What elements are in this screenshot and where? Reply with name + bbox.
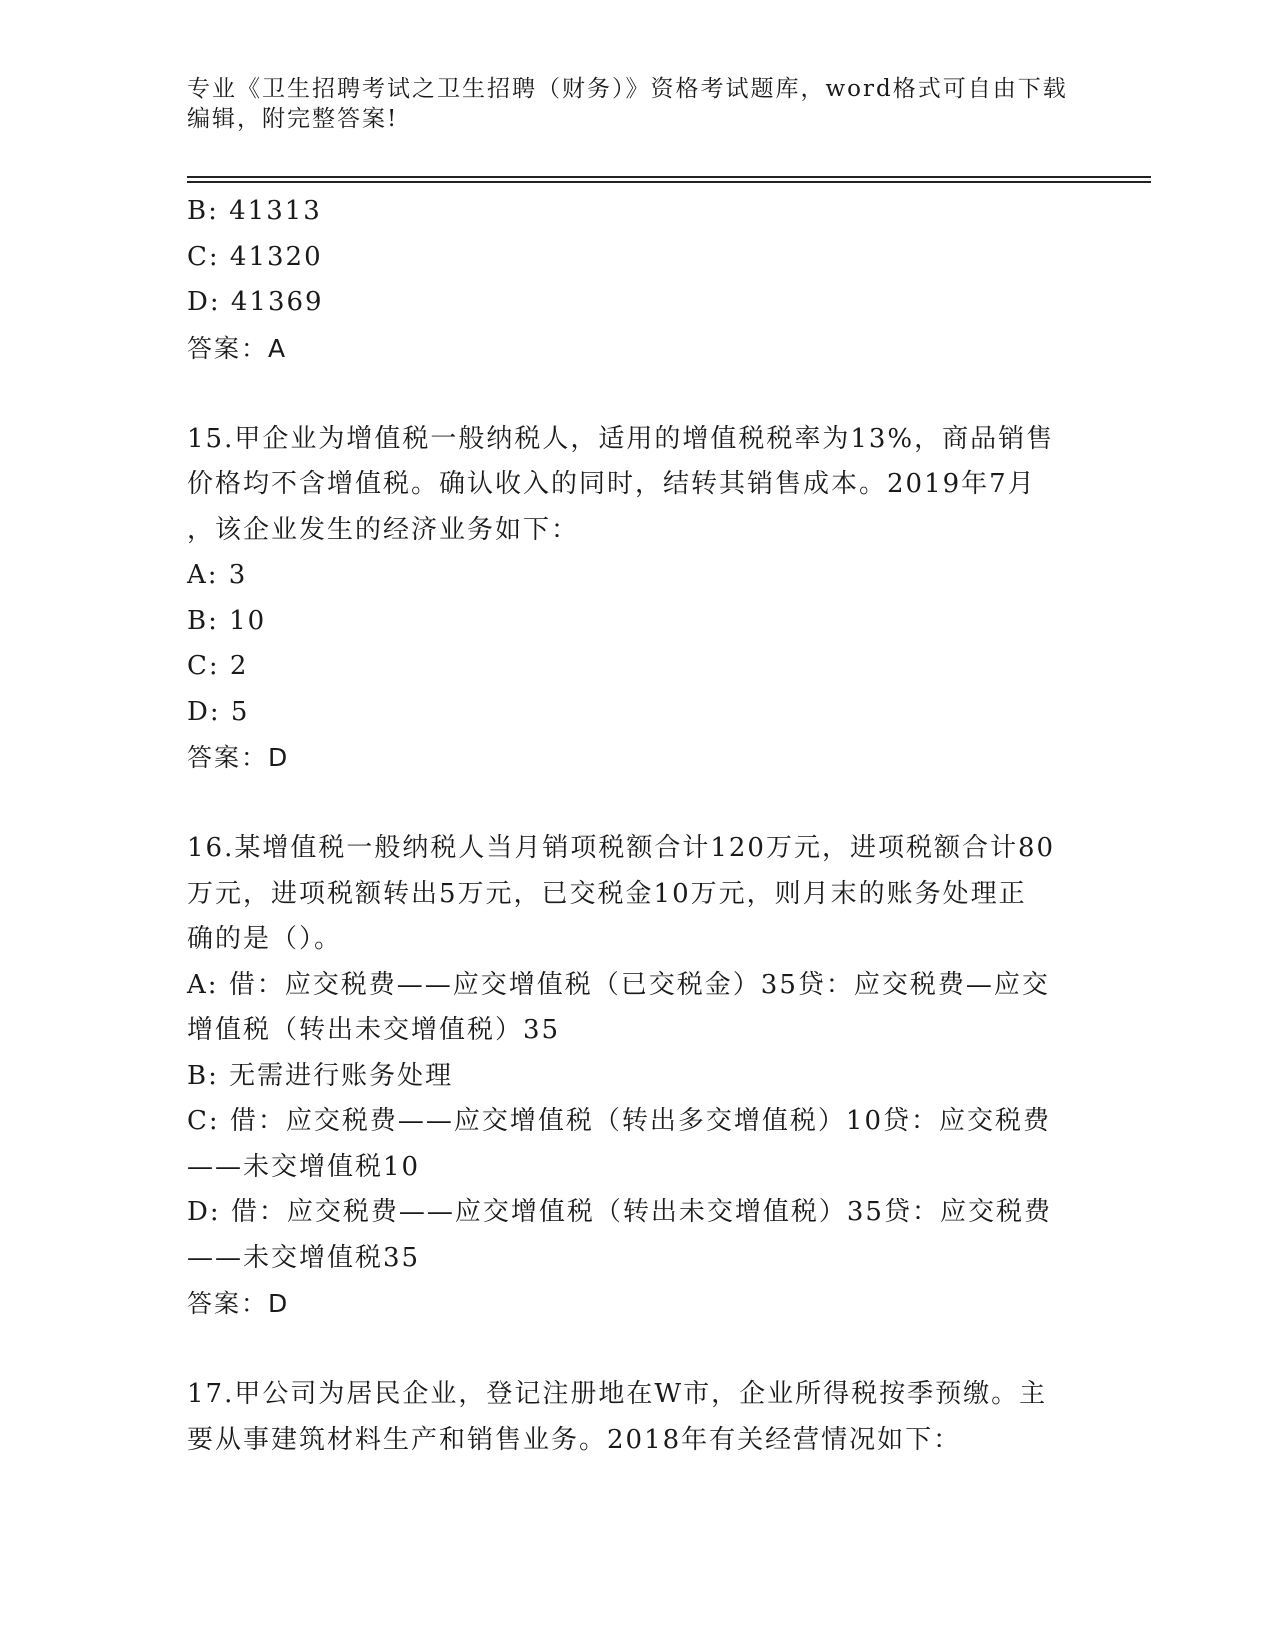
document-header: [187, 74, 1087, 134]
question-text-line: 要从事建筑材料生产和销售业务。2018年有关经营情况如下：: [187, 1424, 962, 1455]
question-16: [187, 826, 1087, 1327]
answer-line: 答案：A: [187, 333, 288, 363]
question-text-line: 16.某增值税一般纳税人当月销项税额合计120万元，进项税额合计80: [187, 833, 1056, 863]
option-b: B: 10: [187, 605, 267, 636]
answer-line: 答案：D: [187, 1289, 290, 1318]
option-b: B: 无需进行账务处理: [187, 1060, 454, 1091]
option-d-continued: ——未交增值税35: [187, 1242, 421, 1273]
spacer: [187, 781, 1087, 827]
question-text-line: 17.甲公司为居民企业，登记注册地在W市，企业所得税按季预缴。主: [187, 1379, 1048, 1409]
question-text-line: 万元，进项税额转出5万元，已交税金10万元，则月末的账务处理正: [187, 878, 1027, 909]
option-d: D: 5: [187, 696, 250, 727]
question-text-line: 确的是（）。: [187, 924, 343, 954]
question-text-line: ，该企业发生的经济业务如下：: [187, 514, 580, 545]
option-a-continued: 增值税（转出未交增值税）35: [187, 1015, 561, 1045]
option-c: C: 2: [187, 651, 249, 681]
option-a: A: 3: [187, 560, 248, 590]
spacer: [187, 371, 1087, 417]
header-line-1: 专业《卫生招聘考试之卫生招聘（财务）》资格考试题库，word格式可自由下载: [187, 76, 1068, 102]
question-text-line: 价格均不含增值税。确认收入的同时，结转其销售成本。2019年7月: [187, 469, 1036, 499]
option-c: C: 41320: [187, 241, 323, 272]
option-d: D: 41369: [187, 287, 324, 317]
question-17: [187, 1372, 1087, 1463]
option-a: A: 借：应交税费——应交增值税（已交税金）35贷：应交税费—应交: [187, 969, 1050, 1000]
question-text-line: 15.甲企业为增值税一般纳税人，适用的增值税税率为13%，商品销售: [187, 423, 1055, 454]
option-c: C: 借：应交税费——应交增值税（转出多交增值税）10贷：应交税费: [187, 1106, 1052, 1136]
header-rule-bottom: [187, 181, 1151, 183]
question-content: [187, 189, 1087, 1463]
header-rule-top: [187, 176, 1151, 178]
previous-question-tail: [187, 189, 1087, 371]
option-d: D: 借：应交税费——应交增值税（转出未交增值税）35贷：应交税费: [187, 1197, 1052, 1227]
header-line-2: 编辑，附完整答案!: [187, 106, 399, 132]
question-15: [187, 417, 1087, 781]
option-b: B: 41313: [187, 196, 322, 226]
option-c-continued: ——未交增值税10: [187, 1151, 421, 1182]
answer-line: 答案：D: [187, 743, 290, 772]
spacer: [187, 1327, 1087, 1373]
